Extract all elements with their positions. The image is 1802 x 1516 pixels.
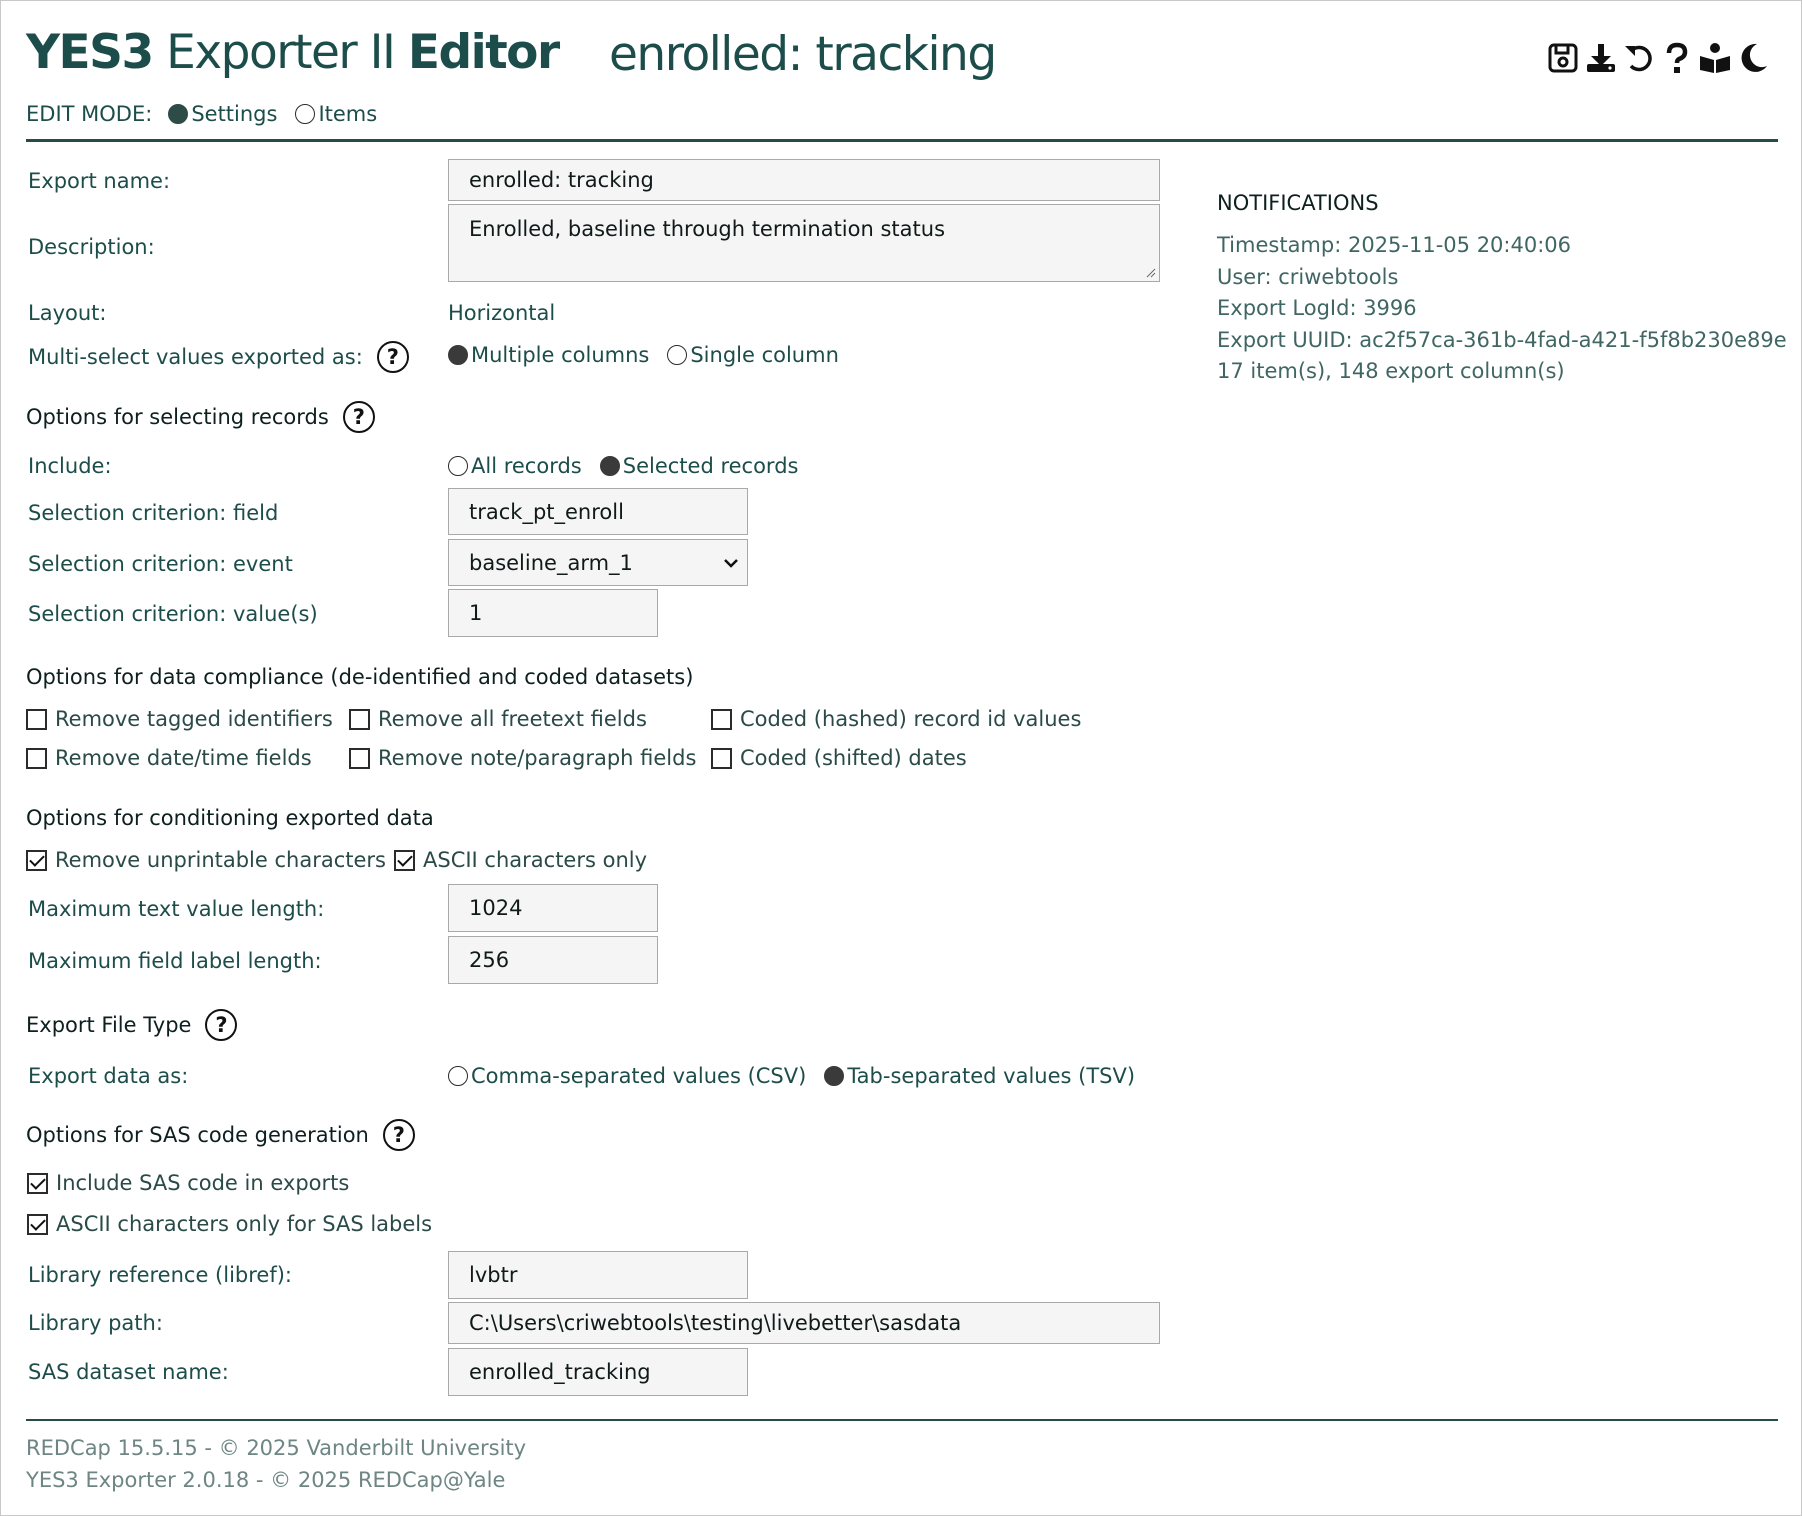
include-selected-records[interactable] [600, 454, 799, 478]
radio-selected[interactable] [448, 345, 468, 365]
multiselect-single-label: Single column [690, 343, 839, 367]
selection-values-input[interactable]: 1 [448, 589, 658, 637]
app-brand [26, 25, 559, 80]
include-radios [448, 454, 816, 478]
ascii-sas-label: ASCII characters only for SAS labels [56, 1212, 433, 1236]
download-icon[interactable] [1585, 38, 1617, 78]
radio-unselected[interactable] [448, 456, 468, 476]
ascii-only-label: ASCII characters only [423, 848, 648, 872]
help-circle-icon[interactable]: ? [377, 341, 409, 373]
edit-mode-settings-label: Settings [191, 102, 278, 126]
selection-event-value: baseline_arm_1 [469, 550, 633, 575]
footer-divider [26, 1419, 1778, 1421]
remove-freetext-checkbox[interactable] [349, 707, 647, 731]
export-as-label: Export data as: [28, 1064, 189, 1088]
include-all-records[interactable] [448, 454, 582, 478]
edit-mode-items[interactable] [295, 102, 377, 126]
footer-yes3: YES3 Exporter 2.0.18 - © 2025 REDCap@Yale [26, 1468, 506, 1492]
checkbox-checked[interactable] [26, 850, 47, 871]
ascii-sas-checkbox[interactable] [27, 1212, 432, 1236]
checkbox-checked[interactable] [27, 1173, 48, 1194]
selection-field-input[interactable]: track_pt_enroll [448, 488, 748, 535]
remove-tagged-checkbox[interactable] [26, 707, 333, 731]
remove-unprintable-label: Remove unprintable characters [55, 848, 386, 872]
chevron-down-icon [723, 557, 739, 569]
selection-event-label: Selection criterion: event [28, 552, 293, 576]
footer-redcap: REDCap 15.5.15 - © 2025 Vanderbilt University [26, 1436, 527, 1460]
dataset-name-input[interactable]: enrolled_tracking [448, 1348, 748, 1396]
notif-counts: 17 item(s), 148 export column(s) [1217, 359, 1565, 383]
checkbox-unchecked[interactable] [26, 709, 47, 730]
libref-input[interactable]: lvbtr [448, 1251, 748, 1299]
undo-icon[interactable] [1623, 38, 1655, 78]
sas-section [26, 1119, 415, 1151]
resize-handle-icon[interactable] [1146, 268, 1156, 278]
multiselect-multiple[interactable] [448, 343, 649, 367]
checkbox-unchecked[interactable] [711, 748, 732, 769]
remove-note-label: Remove note/paragraph fields [378, 746, 697, 770]
remove-note-checkbox[interactable] [349, 746, 696, 770]
libref-label: Library reference (libref): [28, 1263, 292, 1287]
help-circle-icon[interactable]: ? [205, 1009, 237, 1041]
export-as-radios [448, 1064, 1153, 1088]
export-tsv-label: Tab-separated values (TSV) [847, 1064, 1136, 1088]
selection-values-label: Selection criterion: value(s) [28, 602, 318, 626]
description-label: Description: [28, 235, 155, 259]
notif-logid: Export LogId: 3996 [1217, 296, 1417, 320]
multiselect-label: Multi-select values exported as: [28, 345, 363, 369]
include-all-label: All records [471, 454, 582, 478]
coded-dates-checkbox[interactable] [711, 746, 967, 770]
help-circle-icon[interactable]: ? [343, 401, 375, 433]
export-title: enrolled: tracking [609, 27, 996, 82]
edit-mode-items-label: Items [318, 102, 378, 126]
remove-unprintable-checkbox[interactable] [26, 848, 386, 872]
notif-uuid: Export UUID: ac2f57ca-361b-4fad-a421-f5f8b230e89e [1217, 328, 1787, 352]
brand-yes3: YES3 [26, 25, 153, 80]
save-icon[interactable] [1547, 38, 1579, 78]
max-text-length-label: Maximum text value length: [28, 897, 325, 921]
remove-datetime-label: Remove date/time fields [55, 746, 312, 770]
help-icon[interactable] [1661, 38, 1693, 78]
max-label-length-input[interactable]: 256 [448, 936, 658, 984]
filetype-section-title: Export File Type [26, 1013, 192, 1037]
checkbox-checked[interactable] [394, 850, 415, 871]
max-label-length-label: Maximum field label length: [28, 949, 322, 973]
brand-exporter: Exporter II [152, 25, 408, 80]
export-csv-option[interactable] [448, 1064, 806, 1088]
radio-selected[interactable] [168, 104, 188, 124]
toolbar [1547, 38, 1769, 78]
description-text: Enrolled, baseline through termination status [469, 217, 946, 241]
export-tsv-option[interactable] [824, 1064, 1135, 1088]
reader-icon[interactable] [1699, 38, 1731, 78]
multiselect-multiple-label: Multiple columns [471, 343, 650, 367]
edit-mode-switch [26, 102, 395, 126]
remove-freetext-label: Remove all freetext fields [378, 707, 647, 731]
coded-record-id-checkbox[interactable] [711, 707, 1081, 731]
filetype-section [26, 1009, 237, 1041]
dataset-name-label: SAS dataset name: [28, 1360, 229, 1384]
max-text-length-input[interactable]: 1024 [448, 884, 658, 932]
layout-value: Horizontal [448, 301, 556, 325]
radio-unselected[interactable] [295, 104, 315, 124]
libpath-label: Library path: [28, 1311, 163, 1335]
radio-selected[interactable] [600, 456, 620, 476]
edit-mode-settings[interactable] [168, 102, 277, 126]
notifications-title: NOTIFICATIONS [1217, 191, 1379, 215]
include-selected-label: Selected records [622, 454, 799, 478]
layout-label: Layout: [28, 301, 107, 325]
multiselect-radios [448, 343, 857, 367]
export-name-label: Export name: [28, 169, 171, 193]
brand-editor: Editor [407, 25, 559, 80]
checkbox-unchecked[interactable] [349, 748, 370, 769]
export-name-input[interactable]: enrolled: tracking [448, 159, 1160, 201]
coded-dates-label: Coded (shifted) dates [740, 746, 967, 770]
multiselect-single[interactable] [667, 343, 839, 367]
notif-timestamp: Timestamp: 2025-11-05 20:40:06 [1217, 233, 1572, 257]
radio-unselected[interactable] [448, 1066, 468, 1086]
records-section-title: Options for selecting records [26, 405, 329, 429]
edit-mode-label: EDIT MODE: [26, 102, 153, 126]
ascii-only-checkbox[interactable] [394, 848, 647, 872]
checkbox-unchecked[interactable] [26, 748, 47, 769]
multiselect-row [28, 341, 409, 373]
checkbox-unchecked[interactable] [711, 709, 732, 730]
sas-section-title: Options for SAS code generation [26, 1123, 369, 1147]
radio-selected[interactable] [824, 1066, 844, 1086]
records-section [26, 401, 375, 433]
checkbox-checked[interactable] [27, 1214, 48, 1235]
export-csv-label: Comma-separated values (CSV) [471, 1064, 807, 1088]
remove-tagged-label: Remove tagged identifiers [55, 707, 333, 731]
notif-user: User: criwebtools [1217, 265, 1399, 289]
selection-event-select[interactable] [448, 539, 748, 586]
compliance-section-title: Options for data compliance (de-identified and coded datasets) [26, 665, 694, 689]
checkbox-unchecked[interactable] [349, 709, 370, 730]
moon-icon[interactable] [1737, 38, 1769, 78]
conditioning-section-title: Options for conditioning exported data [26, 806, 434, 830]
selection-field-label: Selection criterion: field [28, 501, 279, 525]
radio-unselected[interactable] [667, 345, 687, 365]
libpath-input[interactable]: C:\Users\criwebtools\testing\livebetter\sasdata [448, 1302, 1160, 1344]
description-textarea[interactable] [448, 204, 1160, 282]
coded-record-id-label: Coded (hashed) record id values [740, 707, 1082, 731]
header-divider [26, 139, 1778, 142]
include-label: Include: [28, 454, 112, 478]
include-sas-label: Include SAS code in exports [56, 1171, 350, 1195]
remove-datetime-checkbox[interactable] [26, 746, 312, 770]
include-sas-checkbox[interactable] [27, 1171, 349, 1195]
help-circle-icon[interactable]: ? [383, 1119, 415, 1151]
